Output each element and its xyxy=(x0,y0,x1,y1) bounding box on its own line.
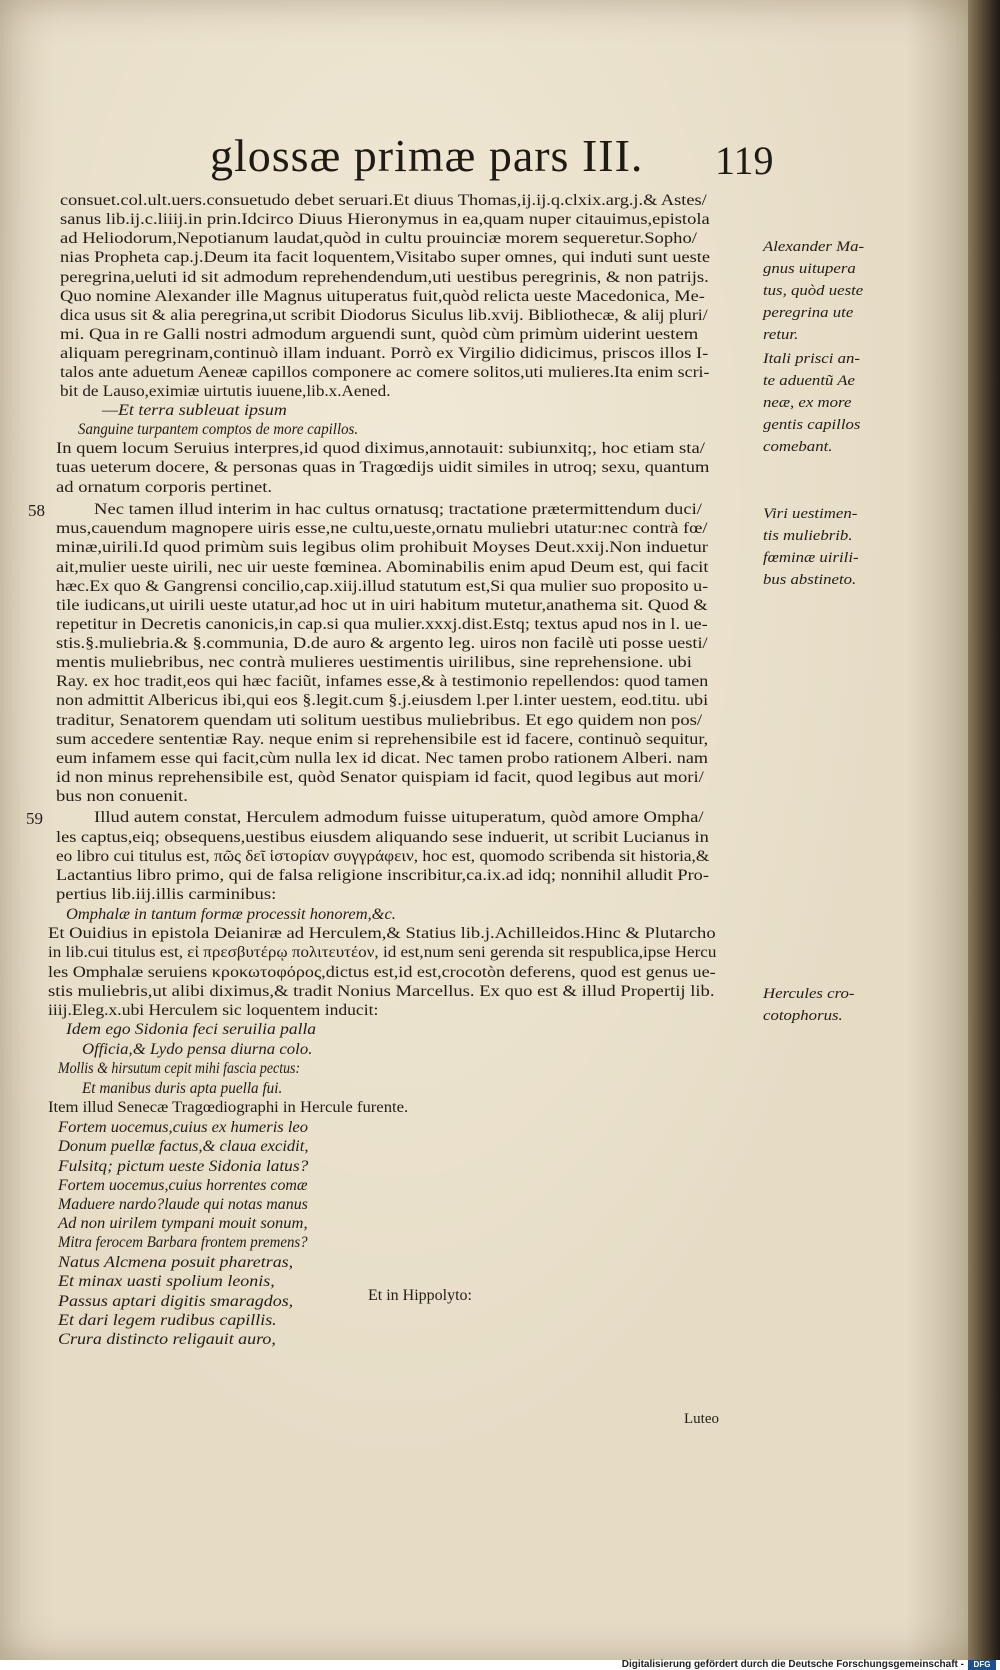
verse-line: Donum puellæ factus,& claua excidit, xyxy=(58,1138,309,1155)
text-line: ad Heliodorum,Nepotianum laudat,quòd in cultu prouinciæ morem sequeretur.Sopho/ xyxy=(60,229,697,247)
text-line: Nec tamen illud interim in hac cultus ornatusq; tractatione prætermittendum duci/ xyxy=(94,500,702,518)
verse-line: Omphalæ in tantum formæ processit honorem,&c. xyxy=(66,906,396,923)
text-line: consuet.col.ult.uers.consuetudo debet seruari.Et diuus Thomas,ij.ij.q.clxix.arg.j.& Astes/ xyxy=(60,191,707,209)
text-line: Illud autem constat, Herculem admodum fuisse uituperatum, quòd amore Ompha/ xyxy=(94,808,704,826)
text-line: in lib.cui titulus est, εἰ πρεσβυτέρῳ πολιτευτέον, id est,num seni gerenda sit respublica,ipse Hercu xyxy=(48,943,717,961)
text-line: eum infamem esse qui facit,cùm nulla lex id dicat. Nec tamen probo rationem Alberi. nam xyxy=(56,749,708,767)
footer-bar xyxy=(0,1660,1000,1670)
text-line: ait,mulier ueste uirili, nec uir ueste fœminea. Abominabilis enim apud Deum est, qui facit xyxy=(56,558,709,576)
text-line: bus non conuenit. xyxy=(56,787,188,805)
text-line: nias Propheta cap.j.Deum ita facit loquentem,Visitabo super omnes, qui induti sunt ueste xyxy=(60,248,711,266)
marginal-gloss-line: te aduentũ Ae xyxy=(763,373,855,389)
marginal-gloss-line: peregrina ute xyxy=(763,305,854,321)
verse-line: Et dari legem rudibus capillis. xyxy=(58,1312,277,1329)
text-line: mentis muliebribus, nec contrà mulieres uestimentis uirilibus, sine reprehensione. ubi xyxy=(56,653,692,671)
catchword: Luteo xyxy=(684,1411,719,1427)
verse-line: —Et terra subleuat ipsum xyxy=(102,402,287,419)
paragraph-number: 59 xyxy=(26,809,43,828)
text-line: talos ante aduetum Aeneæ capillos componere ac comere solitos,uti mulieres.Ita enim scri- xyxy=(60,363,710,381)
footer-credit: Digitalisierung gefördert durch die Deutsche Forschungsgemeinschaft - xyxy=(621,1659,964,1670)
text-line: tuas ueterum docere, & personas quas in Tragœdijs uidit similes in utroq; sexu, quantum xyxy=(56,458,710,476)
verse-line: Fortem uocemus,cuius ex humeris leo xyxy=(58,1119,309,1136)
text-line: minæ,uirili.Id quod primùm suis legibus olim prohibuit Moyses Deut.xxij.Non induetur xyxy=(56,538,708,556)
verse-line: Fortem uocemus,cuius horrentes comæ xyxy=(58,1177,308,1194)
verse-line: Mollis & hirsutum cepit mihi fascia pectus: xyxy=(58,1060,301,1077)
text-line: sanus lib.ij.c.liiij.in prin.Idcirco Diuus Hieronymus in ea,quam nuper citauimus,epistola xyxy=(60,210,710,228)
text-line: dica usus sit & alia peregrina,ut scribit Diodorus Siculus lib.xvij. Bibliothecæ, & alij pluri/ xyxy=(60,306,708,324)
text-line: mus,cauendum magnopere uiris esse,ne cultu,ueste,ornatu muliebri utatur:nec contrà fœ/ xyxy=(56,519,708,537)
text-line: In quem locum Seruius interpres,id quod diximus,annotauit: subiunxitq;, hoc etiam sta/ xyxy=(56,439,705,457)
text-line: stis muliebris,ut alibi diximus,& tradit Nonius Marcellus. Ex quo est & illud Propertij lib. xyxy=(48,982,715,1000)
marginal-gloss-line: comebant. xyxy=(763,439,833,455)
text-line: eo libro cui titulus est, πῶς δεῖ ἱστορίαν συγγράφειν, hoc est, quomodo scribenda sit historia,& xyxy=(56,847,710,865)
inline-note: Et in Hippolyto: xyxy=(368,1287,472,1304)
marginal-gloss-line: Alexander Ma- xyxy=(763,239,865,255)
text-line: aliquam peregrinam,continuò illam induant. Porrò ex Virgilio didicimus, priscos illos I- xyxy=(60,344,709,362)
text-line: pertius lib.iij.illis carminibus: xyxy=(56,885,277,903)
marginal-gloss-line: cotophorus. xyxy=(763,1008,843,1024)
paragraph-number: 58 xyxy=(28,501,45,520)
text-line: mi. Qua in re Galli nostri admodum arguendi sunt, quòd cùm primùm uiderint uestem xyxy=(60,325,699,343)
verse-line: Ad non uirilem tympani mouit sonum, xyxy=(58,1215,308,1232)
text-line: hæc.Ex quo & Gangrensi concilio,cap.xiij.illud statutum est,Si qua mulier suo proposito u- xyxy=(56,577,709,595)
marginal-gloss-line: retur. xyxy=(763,327,799,343)
verse-line: Maduere nardo?laude qui notas manus xyxy=(58,1196,308,1213)
text-line: tile iudicans,ut uirili ueste utatur,ad hoc ut in uiri habitum mutetur,anathema sit. Quod & xyxy=(56,596,708,614)
text-line: peregrina,ueluti id sit admodum reprehendendum,uti uestibus peregrinis, & non patrijs. xyxy=(60,268,709,286)
verse-line: Crura distincto religauit auro, xyxy=(58,1331,276,1348)
text-line: traditur, Senatorem quendam uti solitum uestibus muliebribus. Et ego quidem non pos/ xyxy=(56,711,703,729)
verse-line: Passus aptari digitis smaragdos, xyxy=(58,1293,294,1310)
text-line: stis.§.muliebria.& §.communia, D.de auro & argento leg. uiros non facilè uti posse uesti/ xyxy=(56,634,708,652)
dfg-logo: DFG xyxy=(968,1660,996,1670)
running-title: glossæ primæ pars III. xyxy=(210,130,644,181)
text-line: sum accedere sententiæ Ray. neque enim si reprehensibile est id facere, continuò sequitur, xyxy=(56,730,709,748)
text-line: id non minus reprehensibile est, quòd Senator quispiam id facit, quod legibus aut mori/ xyxy=(56,768,704,786)
verse-line: Idem ego Sidonia feci seruilia palla xyxy=(66,1021,317,1038)
verse-line: Et manibus duris apta puella fui. xyxy=(82,1080,283,1097)
marginal-gloss-line: tis muliebrib. xyxy=(763,528,853,544)
text-line: Item illud Senecæ Tragœdiographi in Hercule furente. xyxy=(48,1098,409,1116)
marginal-gloss-line: tus, quòd ueste xyxy=(763,283,864,299)
marginal-gloss-line: Itali prisci an- xyxy=(763,351,860,367)
text-line: les Omphalæ seruiens κροκωτοφόρος,dictus est,id est,crocotòn deferens, quod est genus ue- xyxy=(48,963,716,981)
text-line: Ray. ex hoc tradit,eos qui hæc faciũt, infames esse,& à testimonio repellendos: quod tamen xyxy=(56,672,709,690)
text-line: Et Ouidius in epistola Deianiræ ad Herculem,& Statius lib.j.Achilleidos.Hinc & Plutarcho xyxy=(48,924,716,942)
verse-line: Mitra ferocem Barbara frontem premens? xyxy=(58,1234,308,1251)
marginal-gloss-line: Viri uestimen- xyxy=(763,506,858,522)
marginal-gloss-line: neæ, ex more xyxy=(763,395,852,411)
verse-line: Et minax uasti spolium leonis, xyxy=(58,1273,275,1290)
book-fore-edge xyxy=(968,0,1000,1660)
verse-line: Officia,& Lydo pensa diurna colo. xyxy=(82,1041,313,1058)
text-line: iiij.Eleg.x.ubi Herculem sic loquentem inducit: xyxy=(48,1001,379,1019)
marginal-gloss-line: Hercules cro- xyxy=(763,986,855,1002)
verse-line: Sanguine turpantem comptos de more capillos. xyxy=(78,421,359,438)
marginal-gloss-line: gnus uitupera xyxy=(763,261,856,277)
marginal-gloss-line: gentis capillos xyxy=(763,417,861,433)
text-line: Quo nomine Alexander ille Magnus uituperatus fuit,quòd relicta ueste Macedonica, Me- xyxy=(60,287,705,305)
text-line: non admittit Albericus ibi,qui eos §.legit.cum §.j.eiusdem l.per l.inter uestem, eod.titu. ubi xyxy=(56,691,709,709)
marginal-gloss-line: fœminæ uirili- xyxy=(763,550,859,566)
folio-number: 119 xyxy=(715,138,774,183)
text-line: bit de Lauso,eximiæ uirtutis iuuene,lib.x.Aened. xyxy=(60,382,391,400)
text-line: Lactantius libro primo, qui de falsa religione inscribitur,ca.ix.ad idq; nonnihil alludit Pro- xyxy=(56,866,709,884)
verse-line: Natus Alcmena posuit pharetras, xyxy=(58,1254,294,1271)
verse-line: Fulsitq; pictum ueste Sidonia latus? xyxy=(58,1158,309,1175)
marginal-gloss-line: bus abstineto. xyxy=(763,572,857,588)
text-line: les captus,eiq; obsequens,uestibus eiusdem aliquando sese induerit, ut scribit Lucianus in xyxy=(56,828,709,846)
text-line: ad ornatum corporis pertinet. xyxy=(56,478,273,496)
text-line: repetitur in Decretis canonicis,in cap.si qua mulier.xxxj.dist.Estq; textus apud nos in l. ue- xyxy=(56,615,708,633)
